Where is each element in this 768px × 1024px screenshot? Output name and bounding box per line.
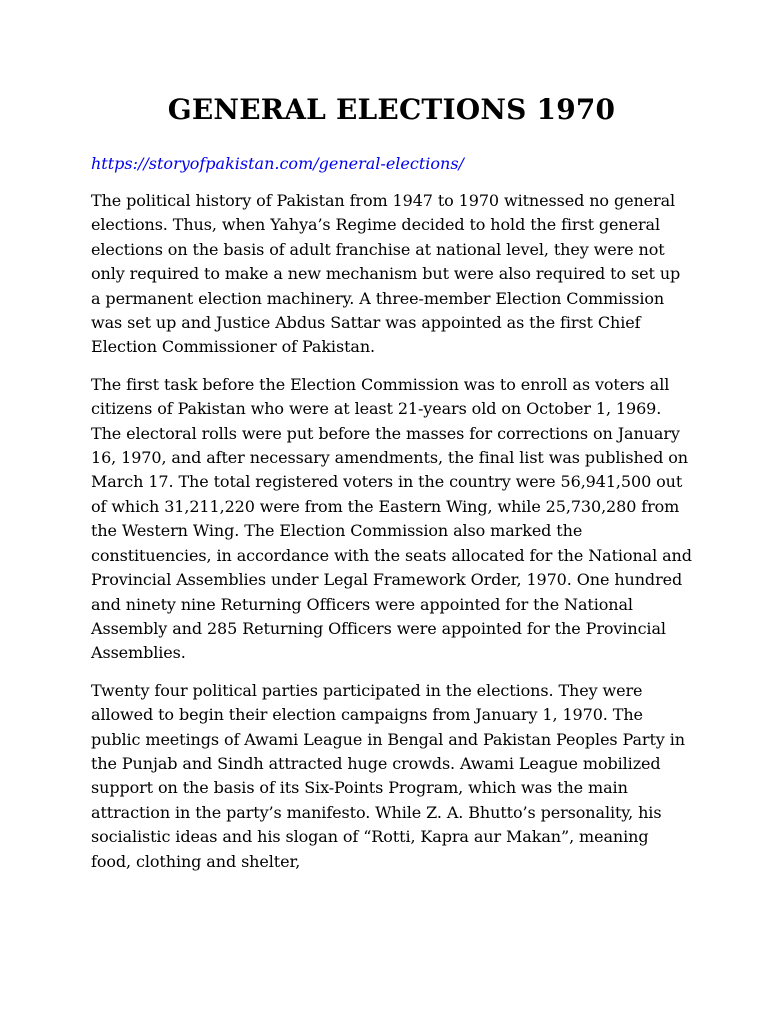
document-title: GENERAL ELECTIONS 1970 [167, 93, 616, 126]
paragraph-1: The political history of Pakistan from 1947 to 1970 witnessed no general elections. Thus, when Yahya’s Regime decided to hold the first general elections on the basis of adult franchise at national level, they were not only required to make a new mechanism but were also required to set up a permanent election machinery. A three-member Election Commission was set up and Justice Abdus Sattar was appointed as the first Chief Election Commissioner of Pakistan. [91, 191, 681, 357]
paragraph-3: Twenty four political parties participated in the elections. They were allowed to begin their election campaigns from January 1, 1970. The public meetings of Awami League in Bengal and Pakistan Peoples Party in the Punjab and Sindh attracted huge crowds. Awami League mobilized support on the basis of its Six-Points Program, which was the main attraction in the party’s manifesto. While Z. A. Bhutto’s personality, his socialistic ideas and his slogan of “Rotti, Kapra aur Makan”, meaning food, clothing and shelter, [91, 680, 685, 871]
source-link[interactable]: https://storyofpakistan.com/general-elections/ [91, 154, 464, 173]
paragraph-2: The first task before the Election Commission was to enroll as voters all citizens of Pakistan who were at least 21-years old on October 1, 1969. The electoral rolls were put before the masses for corrections on January 16, 1970, and after necessary amendments, the final list was published on March 17. The total registered voters in the country were 56,941,500 out of which 31,211,220 were from the Eastern Wing, while 25,730,280 from the Western Wing. The Election Commission also marked the constituencies, in accordance with the seats allocated for the National and Provincial Assemblies under Legal Framework Order, 1970. One hundred and ninety nine Returning Officers were appointed for the National Assembly and 285 Returning Officers were appointed for the Provincial Assemblies. [91, 374, 692, 663]
